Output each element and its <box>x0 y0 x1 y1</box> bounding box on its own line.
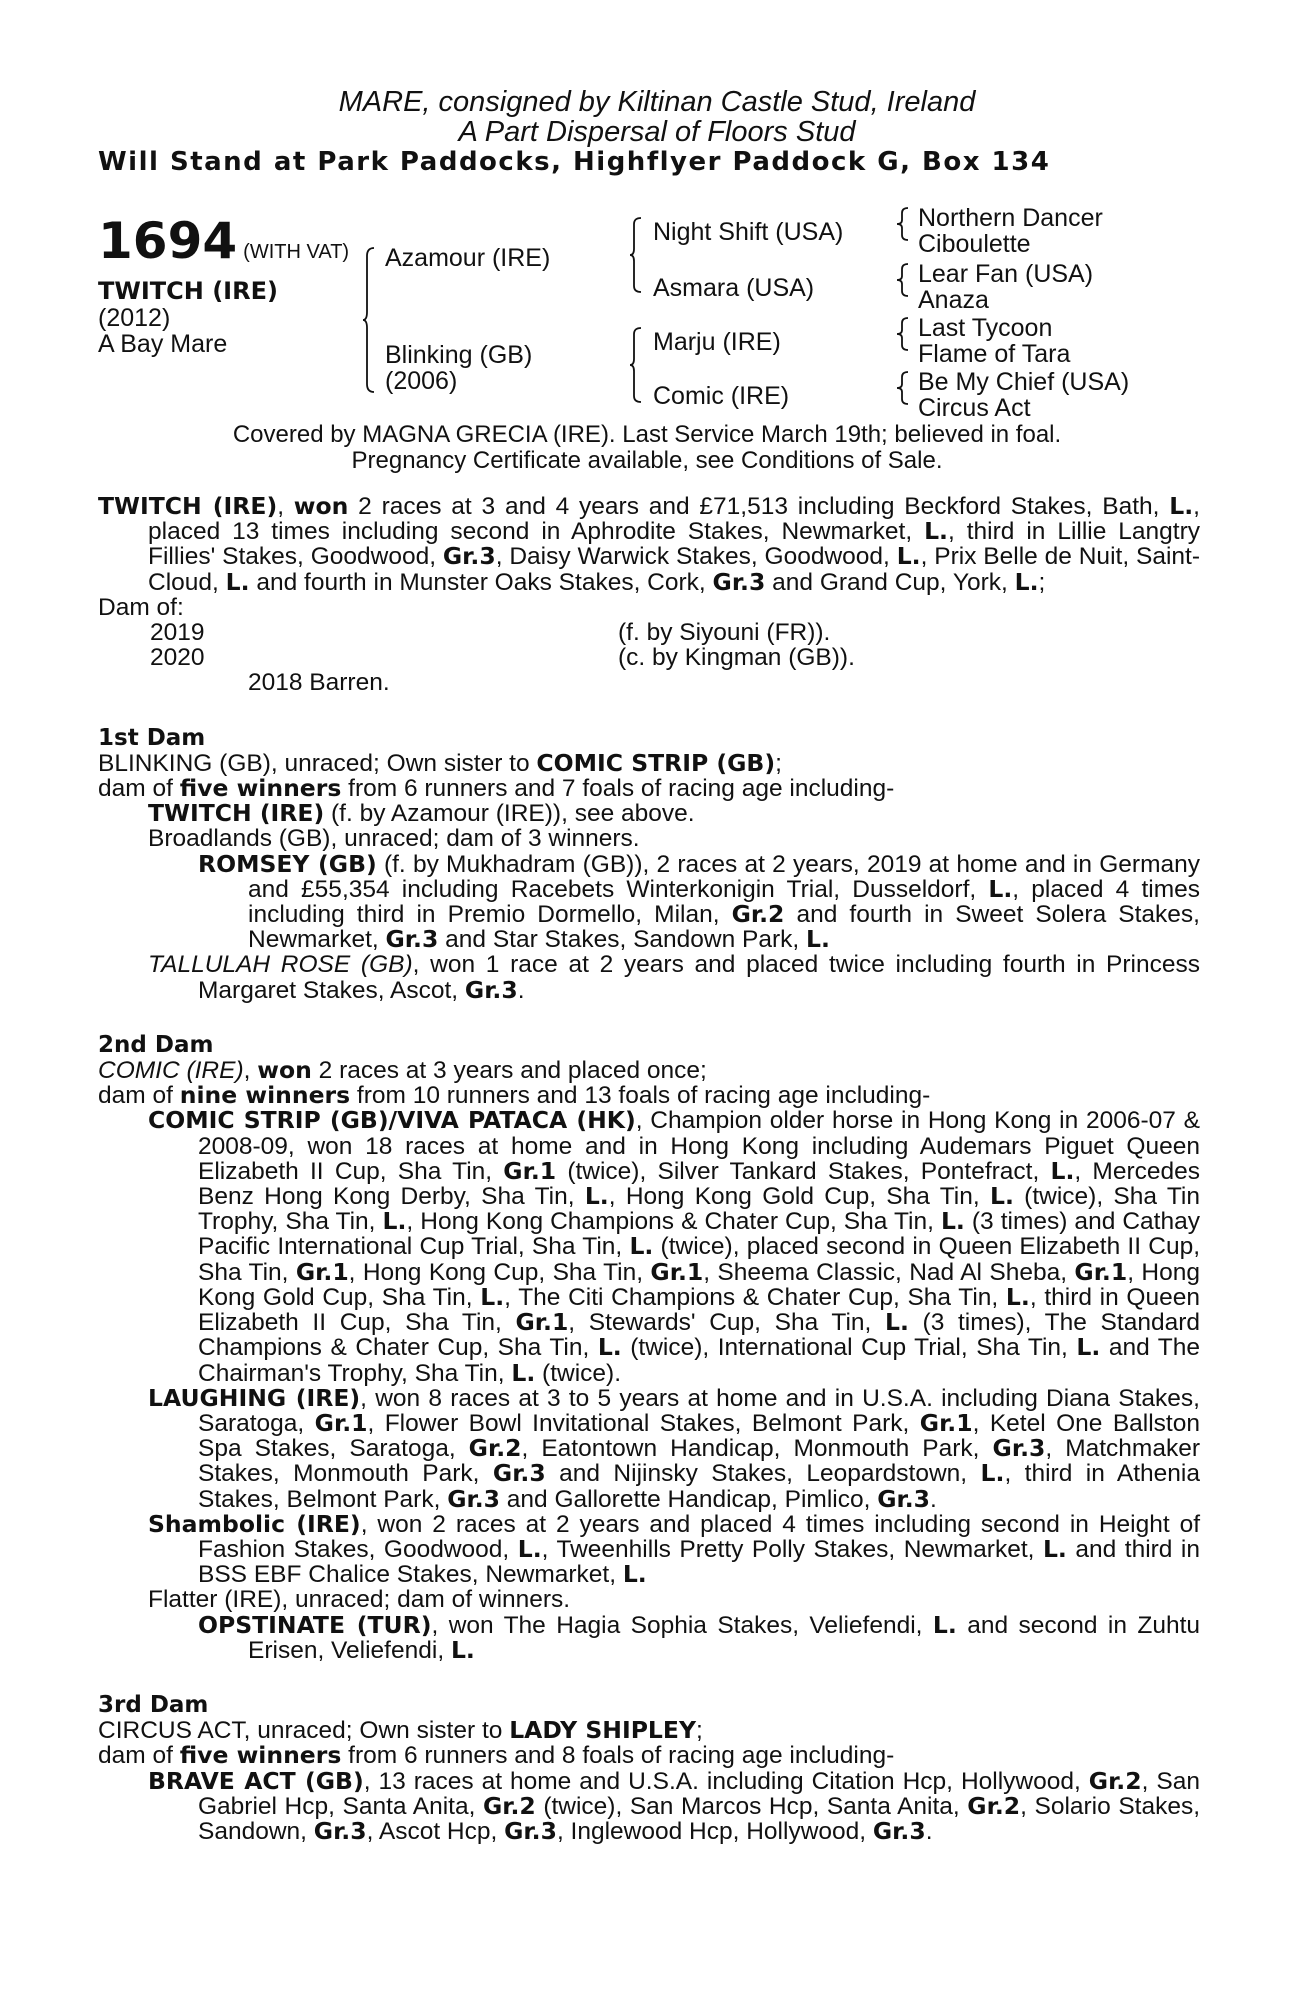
pedigree-dam-year: (2006) <box>385 367 458 395</box>
pedigree-brace-3 <box>629 326 643 404</box>
produce-entry: Shambolic (IRE), won 2 races at 2 years and placed 4 times including second in Height of Fashion Stakes, Goodwood, L., Tweenhills Pretty Polly Stakes, Newmarket, L. and third in BSS EBF Chalice Stakes, Newmarket, L. <box>148 1509 1200 1589</box>
second-dam-heading: 2nd Dam <box>98 1031 214 1058</box>
dispersal-line: A Part Dispersal of Floors Stud <box>458 116 856 148</box>
pedigree-sire: Azamour (IRE) <box>385 244 551 272</box>
pedigree-g3-8: Circus Act <box>918 394 1031 422</box>
produce-entry: BRAVE ACT (GB), 13 races at home and U.S.A. including Citation Hcp, Hollywood, Gr.2, San Gabriel Hcp, Santa Anita, Gr.2 (twice), San Marcos Hcp, Santa Anita, Gr.2, Solario Stakes, Sandown, Gr.3, Ascot Hcp, Gr.3, Inglewood Hcp, Hollywood, Gr.3. <box>148 1766 1201 1845</box>
pedigree-brace-7 <box>896 370 910 406</box>
pedigree-g3-2: Ciboulette <box>918 230 1031 258</box>
produce-row: 2019 (f. by Siyouni (FR)). <box>150 619 831 647</box>
consignor-line: MARE, consigned by Kiltinan Castle Stud, Ireland <box>338 86 976 118</box>
catalogue-body <box>98 494 1200 1844</box>
pedigree-dam-sire: Marju (IRE) <box>653 328 781 356</box>
produce-entry: COMIC STRIP (GB)/VIVA PATACA (HK), Champion older horse in Hong Kong in 2006-07 & 2008-09, won 18 races at home and in Hong Kong including Audemars Piguet Queen Elizabeth II Cup, Sha Tin, Gr.1 (twice), Silver Tankard Stakes, Pontefract, L., Mercedes Benz Hong Kong Derby, Sha Tin, L., Hong Kong Gold Cup, Sha Tin, L. (twice), Sha Tin Trophy, Sha Tin, L., Hong Kong Champions & Chater Cup, Sha Tin, L. (3 times) and Cathay Pacific International Cup Trial, Sha Tin, L. (twice), placed second in Queen Elizabeth II Cup, Sha Tin, Gr.1, Hong Kong Cup, Sha Tin, Gr.1, Sheema Classic, Nad Al Sheba, Gr.1, Hong Kong Gold Cup, Sha Tin, L., The Citi Champions & Chater Cup, Sha Tin, L., third in Queen Elizabeth II Cup, Sha Tin, Gr.1, Stewards' Cup, Sha Tin, L. (3 times), The Standard Champions & Chater Cup, Sha Tin, L. (twice), International Cup Trial, Sha Tin, L. and The Chairman's Trophy, Sha Tin, L. (twice). <box>148 1106 1200 1387</box>
produce-entry: ROMSEY (GB) (f. by Mukhadram (GB)), 2 races at 2 years, 2019 at home and in Germany and £55,354 including Racebets Winterkonigin Trial, Dusseldorf, L., placed 4 times including third in Premio Dormello, Milan, Gr.2 and fourth in Sweet Solera Stakes, Newmarket, Gr.3 and Star Stakes, Sandown Park, L. <box>198 849 1200 954</box>
pedigree-brace-1 <box>362 246 376 394</box>
horse-description: A Bay Mare <box>98 330 228 358</box>
produce-entry: OPSTINATE (TUR), won The Hagia Sophia Stakes, Veliefendi, L. and second in Zuhtu Erisen, Veliefendi, L. <box>198 1610 1200 1664</box>
first-dam-heading: 1st Dam <box>98 724 206 751</box>
pedigree-sire-dam: Asmara (USA) <box>653 274 815 302</box>
pedigree-g3-4: Anaza <box>918 286 989 314</box>
pedigree-brace-5 <box>896 262 910 298</box>
pedigree-g3-7: Be My Chief (USA) <box>918 368 1130 396</box>
location-line: Will Stand at Park Paddocks, Highflyer Paddock G, Box 134 <box>98 147 1051 177</box>
pedigree-g3-6: Flame of Tara <box>918 340 1071 368</box>
horse-name: TWITCH (IRE) <box>98 277 278 305</box>
pedigree-g3-1: Northern Dancer <box>918 204 1103 232</box>
pedigree-g3-5: Last Tycoon <box>918 314 1053 342</box>
third-dam-heading: 3rd Dam <box>98 1691 209 1718</box>
pedigree-brace-4 <box>896 206 910 242</box>
lot-number-block <box>98 212 349 270</box>
pregnancy-note: Pregnancy Certificate available, see Conditions of Sale. <box>351 447 943 474</box>
lot-number: 1694 <box>98 212 238 270</box>
produce-entry: TALLULAH ROSE (GB), won 1 race at 2 years and placed twice including fourth in Princess Margaret Stakes, Ascot, Gr.3. <box>148 951 1200 1004</box>
barren-note: 2018 Barren. <box>248 669 390 697</box>
first-dam-line: BLINKING (GB), unraced; Own sister to COMIC STRIP (GB); <box>98 748 782 777</box>
pedigree-brace-2 <box>629 216 643 294</box>
third-dam-line: CIRCUS ACT, unraced; Own sister to LADY SHIPLEY; <box>98 1716 703 1745</box>
second-dam-line: COMIC (IRE), won 2 races at 3 years and placed once; <box>98 1056 707 1085</box>
vat-note: (WITH VAT) <box>243 241 350 263</box>
produce-entry: LAUGHING (IRE), won 8 races at 3 to 5 years at home and in U.S.A. including Diana Stakes, Saratoga, Gr.1, Flower Bowl Invitational Stakes, Belmont Park, Gr.1, Ketel One Ballston Spa Stakes, Saratoga, Gr.2, Eatontown Handicap, Monmouth Park, Gr.3, Matchmaker Stakes, Monmouth Park, Gr.3 and Nijinsky Stakes, Leopardstown, L., third in Athenia Stakes, Belmont Park, Gr.3 and Gallorette Handicap, Pimlico, Gr.3. <box>148 1383 1200 1513</box>
pedigree-sire-sire: Night Shift (USA) <box>653 218 844 246</box>
produce-entry: TWITCH (IRE) (f. by Azamour (IRE)), see above. <box>148 799 695 828</box>
produce-entry: Broadlands (GB), unraced; dam of 3 winners. <box>148 825 640 853</box>
second-dam-produce: dam of nine winners from 10 runners and 13 foals of racing age including- <box>98 1081 931 1110</box>
first-dam-produce: dam of five winners from 6 runners and 7 foals of racing age including- <box>98 774 895 803</box>
pedigree-brace-6 <box>896 316 910 352</box>
pedigree-dam-dam: Comic (IRE) <box>653 382 790 410</box>
race-record: TWITCH (IRE), won 2 races at 3 and 4 years and £71,513 including Beckford Stakes, Bath, L., placed 13 times including second in Aphrodite Stakes, Newmarket, L., third in Lillie Langtry Fillies' Stakes, Goodwood, Gr.3, Daisy Warwick Stakes, Goodwood, L., Prix Belle de Nuit, Saint-Cloud, L. and fourth in Munster Oaks Stakes, Cork, Gr.3 and Grand Cup, York, L.; <box>98 492 1200 596</box>
produce-row: 2020 (c. by Kingman (GB)). <box>150 644 855 672</box>
covering-note: Covered by MAGNA GRECIA (IRE). Last Service March 19th; believed in foal. <box>232 421 1062 448</box>
pedigree-dam: Blinking (GB) <box>385 341 533 369</box>
third-dam-produce: dam of five winners from 6 runners and 8 foals of racing age including- <box>98 1741 895 1770</box>
dam-of-label: Dam of: <box>98 593 184 621</box>
produce-entry: Flatter (IRE), unraced; dam of winners. <box>148 1586 571 1614</box>
pedigree-g3-3: Lear Fan (USA) <box>918 260 1094 288</box>
horse-year: (2012) <box>98 304 171 332</box>
